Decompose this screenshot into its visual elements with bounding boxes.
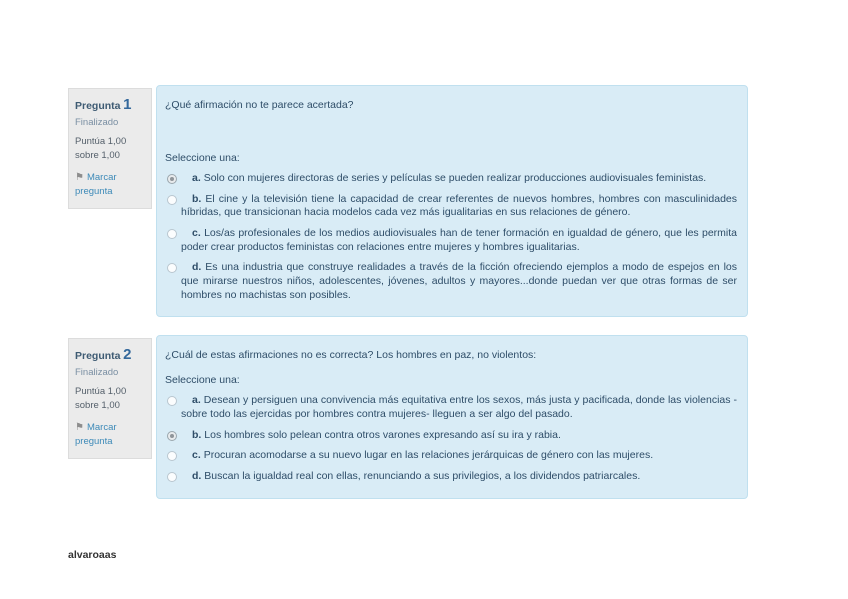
flag-question-label: Marcar pregunta <box>75 421 117 448</box>
answer-option-body: Los/as profesionales de los medios audiovisuales han de tener formación en igualdad de género, que les permita poder crear productos feministas con relaciones entre mujeres y hombres igualitarias. <box>181 227 737 253</box>
answer-prompt: Seleccione una: <box>165 152 240 165</box>
answer-option-text <box>181 394 737 421</box>
answer-option-body: Buscan la igualdad real con ellas, renunciando a sus privilegios, a los dividendos patriarcales. <box>204 470 641 483</box>
answer-option-text <box>181 172 737 186</box>
radio-button[interactable] <box>167 195 177 205</box>
answer-option-letter: b. <box>192 428 202 441</box>
question-block <box>68 85 748 317</box>
question-content-card <box>156 335 748 498</box>
radio-button[interactable] <box>167 263 177 273</box>
answer-option[interactable] <box>165 429 737 443</box>
radio-button[interactable] <box>167 431 177 441</box>
answer-option-letter: c. <box>192 449 201 462</box>
answer-option[interactable] <box>165 394 737 421</box>
question-label: Pregunta <box>75 350 121 363</box>
flag-question-label: Marcar pregunta <box>75 171 117 197</box>
question-grade: Puntúa 1,00 sobre 1,00 <box>75 136 127 161</box>
answer-option[interactable] <box>165 470 737 484</box>
question-block <box>68 335 748 498</box>
answer-option-letter: a. <box>192 394 201 407</box>
answer-option-letter: b. <box>192 192 202 205</box>
footer-username: alvaroaas <box>68 549 117 561</box>
flag-question-link[interactable] <box>75 420 133 450</box>
question-heading <box>75 96 145 114</box>
answer-option[interactable] <box>165 227 737 254</box>
answer-option-text <box>181 429 737 443</box>
radio-button[interactable] <box>167 396 177 406</box>
answer-option-letter: a. <box>192 172 201 185</box>
answer-option-text <box>181 470 737 484</box>
answer-option-body: Es una industria que construye realidades a través de la ficción ofreciendo ejemplos a modo de espejos en los que mirarse nuestros niños, adolescentes, jóvenes, adultos y mayores...donde puedan ver que otras formas de ser hombres no machistas son posibles. <box>181 261 738 301</box>
flag-question-link[interactable] <box>75 170 133 200</box>
answer-option-letter: d. <box>192 470 202 483</box>
question-state: Finalizado <box>75 367 119 379</box>
answer-option-body: Desean y persiguen una convivencia más equitativa entre los sexos, más justa y pacificada, donde las violencias -sobre todo las ejercidas por hombres contra mujeres- lleguen a ser algo del pasado. <box>181 394 737 421</box>
question-state: Finalizado <box>75 117 119 128</box>
radio-button[interactable] <box>167 174 177 184</box>
answer-options <box>165 172 737 302</box>
answer-options <box>165 394 737 483</box>
answer-option-letter: c. <box>192 227 201 240</box>
question-list <box>68 85 748 517</box>
radio-button[interactable] <box>167 472 177 482</box>
question-grade: Puntúa 1,00 sobre 1,00 <box>75 386 127 412</box>
answer-option[interactable] <box>165 172 737 186</box>
answer-option-text <box>181 261 737 302</box>
flag-icon: ⚑ <box>75 171 84 183</box>
answer-option-body: Los hombres solo pelean contra otros varones expresando así su ira y rabia. <box>204 428 561 441</box>
answer-option-text <box>181 193 737 220</box>
answer-prompt: Seleccione una: <box>165 374 240 387</box>
question-number: 2 <box>123 346 132 364</box>
question-text: ¿Cuál de estas afirmaciones no es correcta? Los hombres en paz, no violentos: <box>165 349 537 362</box>
answer-option-text <box>181 227 737 254</box>
answer-option[interactable] <box>165 193 737 220</box>
radio-button[interactable] <box>167 229 177 239</box>
answer-option-text <box>181 449 737 463</box>
question-number: 1 <box>123 96 132 113</box>
answer-option[interactable] <box>165 261 737 302</box>
answer-option-body: El cine y la televisión tiene la capacidad de crear referentes de nuevos hombres, hombres con masculinidades híbridas, que transicionan hacia modelos cada vez más igualitarias en sus relaciones de género. <box>181 192 737 219</box>
question-heading <box>75 346 145 364</box>
answer-option[interactable] <box>165 449 737 463</box>
question-info-panel <box>68 338 152 459</box>
question-info-panel <box>68 88 152 209</box>
answer-option-letter: d. <box>192 261 202 274</box>
answer-option-body: Procuran acomodarse a su nuevo lugar en las relaciones jerárquicas de género con las mujeres. <box>203 449 654 462</box>
answer-option-body: Solo con mujeres directoras de series y películas se pueden realizar producciones audiovisuales feministas. <box>203 172 707 185</box>
question-text: ¿Qué afirmación no te parece acertada? <box>165 99 354 111</box>
question-content-card <box>156 85 748 317</box>
radio-button[interactable] <box>167 451 177 461</box>
flag-icon: ⚑ <box>75 421 84 433</box>
question-label: Pregunta <box>75 100 121 112</box>
